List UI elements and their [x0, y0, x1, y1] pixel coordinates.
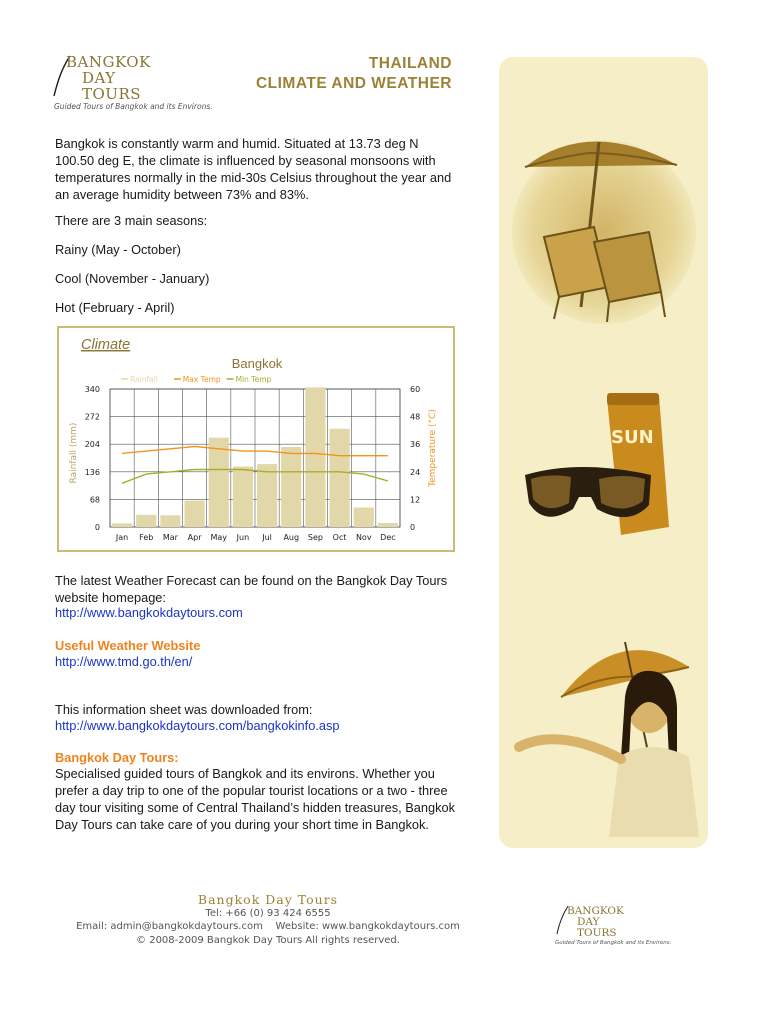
footer-contact: Email: admin@bangkokdaytours.com Website: www.bangkokdaytours.com — [76, 921, 460, 932]
footer-copyright: © 2008-2009 Bangkok Day Tours All rights reserved. — [136, 934, 400, 946]
useful-weather-heading: Useful Weather Website — [55, 638, 201, 653]
page-title — [256, 54, 452, 94]
forecast-text: The latest Weather Forecast can be found on the Bangkok Day Tours website homepage: — [55, 573, 448, 605]
y-tick-left: 272 — [84, 412, 100, 422]
title-line-1: THAILAND — [368, 55, 452, 72]
sunscreen-label: SUN — [611, 427, 654, 448]
season-rainy: Rainy (May - October) — [55, 242, 181, 257]
legend-label: Rainfall — [130, 375, 158, 384]
chart-grid — [110, 389, 400, 527]
rainfall-bar-nov — [354, 508, 374, 527]
rainfall-bar-aug — [281, 447, 301, 527]
y-tick-right: 36 — [410, 440, 421, 450]
y-tick-left: 68 — [89, 495, 100, 505]
footer-brand: Bangkok Day Tours — [197, 892, 339, 907]
sidebar-images — [499, 57, 708, 848]
x-tick-oct: Oct — [332, 533, 347, 542]
x-tick-jul: Jul — [262, 533, 272, 542]
x-tick-jan: Jan — [115, 533, 129, 542]
y-tick-right: 60 — [410, 385, 421, 394]
x-tick-mar: Mar — [162, 533, 178, 542]
x-tick-aug: Aug — [283, 533, 300, 542]
bdt-description: Specialised guided tours of Bangkok and its environs. Whether you prefer a day trip to one of the popular tourist locations or a two - three day tour visiting some of Central Thailand’s hidden treasures, Bangkok Day Tours can take care of you during your short time in Bangkok. — [55, 766, 456, 832]
tmd-link[interactable]: http://www.tmd.go.th/en/ — [55, 654, 193, 669]
bdt-heading: Bangkok Day Tours: — [55, 750, 179, 765]
climate-chart — [57, 326, 455, 552]
legend-label: Min Temp — [235, 375, 272, 384]
woman-with-umbrella-image — [519, 642, 699, 837]
logo-text-tours: TOURS — [82, 85, 142, 103]
bangkokinfo-link[interactable]: http://www.bangkokdaytours.com/bangkokinfo.asp — [55, 718, 340, 733]
rainfall-bar-mar — [160, 515, 180, 527]
rainfall-bar-jun — [233, 467, 253, 527]
rainfall-bar-sep — [305, 387, 325, 527]
rainfall-bar-jul — [257, 464, 277, 527]
footer-logo-tagline: Guided Tours of Bangkok and its Environs. — [555, 940, 672, 946]
y-tick-left: 136 — [84, 467, 100, 477]
y-tick-right: 48 — [410, 412, 421, 422]
rainfall-bar-dec — [378, 523, 398, 527]
rainfall-bar-jan — [112, 523, 132, 527]
chart-heading: Climate — [81, 337, 131, 353]
y-tick-right: 0 — [410, 523, 416, 532]
homepage-link[interactable]: http://www.bangkokdaytours.com — [55, 605, 243, 620]
y-axis-right-label: Temperature (°C) — [428, 409, 438, 487]
rainfall-bar-feb — [136, 515, 156, 527]
rainfall-bar-apr — [185, 501, 205, 527]
x-tick-feb: Feb — [139, 533, 154, 542]
y-tick-right: 12 — [410, 495, 421, 505]
downloaded-text: This information sheet was downloaded from: — [55, 702, 313, 717]
legend-label: Max Temp — [182, 375, 221, 384]
chart-legend — [121, 375, 272, 384]
footer-logo-bangkok: BANGKOK — [567, 905, 624, 917]
season-hot: Hot (February - April) — [55, 300, 175, 315]
chart-title: Bangkok — [231, 356, 283, 371]
x-tick-dec: Dec — [380, 533, 396, 542]
x-tick-nov: Nov — [355, 533, 372, 542]
x-tick-apr: Apr — [187, 533, 202, 542]
y-tick-left: 204 — [84, 440, 100, 450]
rainfall-bar-may — [209, 438, 229, 527]
y-axis-left-label: Rainfall (mm) — [69, 422, 79, 484]
seasons-intro: There are 3 main seasons: — [55, 213, 208, 228]
y-tick-left: 340 — [84, 385, 100, 394]
footer-logo-day: DAY — [577, 916, 600, 928]
logo-text-bangkok: BANGKOK — [66, 53, 151, 71]
logo-text-day: DAY — [82, 69, 116, 87]
season-cool: Cool (November - January) — [55, 271, 210, 286]
title-line-2: CLIMATE AND WEATHER — [255, 75, 452, 92]
rainfall-bar-oct — [330, 429, 350, 527]
sunglasses-sunscreen-image — [525, 393, 669, 535]
footer-logo-tours: TOURS — [577, 927, 617, 939]
y-tick-right: 24 — [410, 467, 421, 477]
x-tick-sep: Sep — [307, 533, 323, 542]
climate-chart-svg — [59, 328, 453, 550]
footer — [55, 893, 481, 947]
intro-paragraph: Bangkok is constantly warm and humid. Situated at 13.73 deg N 100.50 deg E, the climate is influenced by seasonal monsoons with temperatures normally in the mid-30s Celsius throughout the year and an average humidity between 73% and 83%. — [55, 136, 452, 202]
x-tick-jun: Jun — [236, 533, 250, 542]
footer-tel: Tel: +66 (0) 93 424 6555 — [205, 907, 331, 919]
footer-logo — [555, 904, 685, 952]
beach-umbrella-chairs-image — [512, 140, 696, 324]
logo-tagline: Guided Tours of Bangkok and its Environs. — [54, 102, 213, 111]
y-tick-left: 0 — [94, 523, 100, 532]
sidebar-art — [499, 57, 708, 848]
logo — [52, 52, 232, 116]
x-tick-may: May — [210, 533, 228, 542]
